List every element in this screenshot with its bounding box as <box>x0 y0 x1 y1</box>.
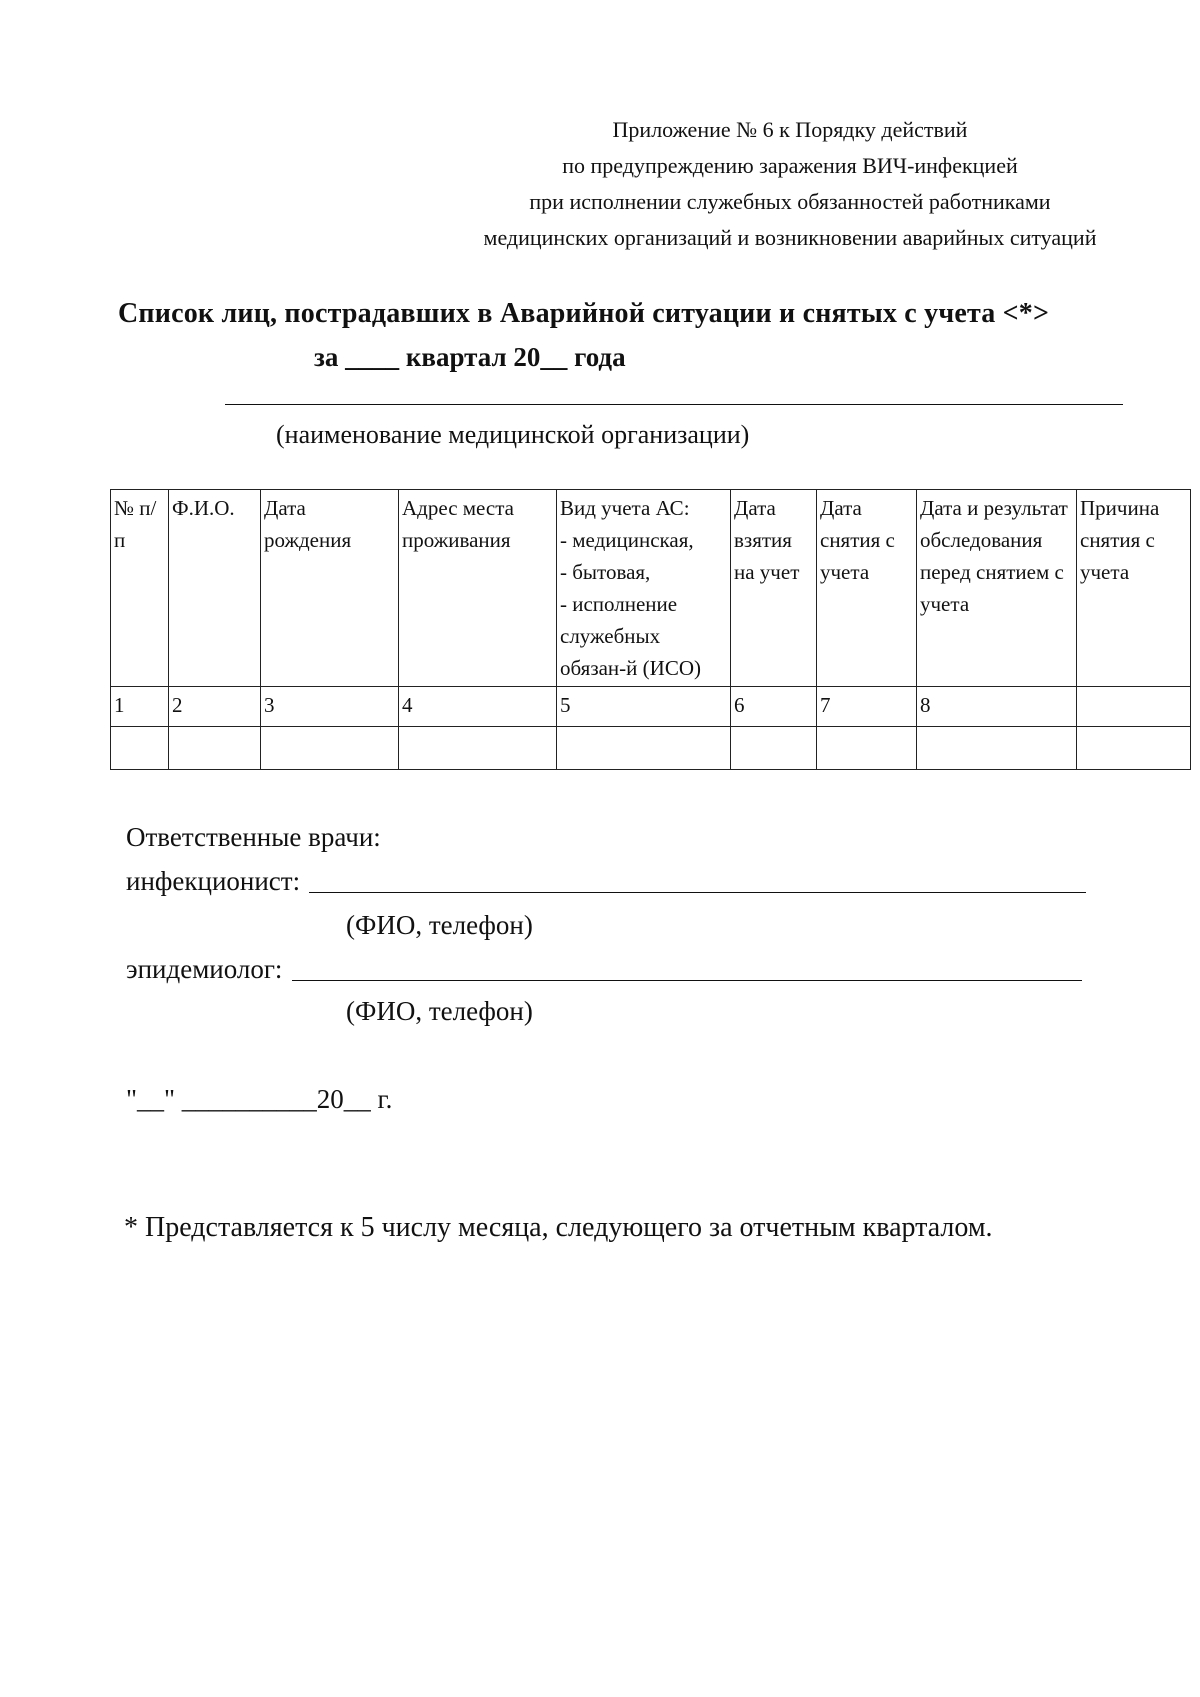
number-cell: 4 <box>399 687 557 727</box>
victims-table <box>110 489 1191 770</box>
number-cell: 3 <box>261 687 399 727</box>
epidemiologist-signature-line[interactable] <box>292 980 1082 981</box>
appendix-line-2: по предупреждению заражения ВИЧ-инфекцией <box>562 153 1018 178</box>
empty-cell[interactable] <box>399 727 557 770</box>
appendix-line-4: медицинских организаций и возникновении аварийных ситуаций <box>483 225 1097 250</box>
organization-name-line <box>225 404 1123 405</box>
document-title: Список лиц, пострадавших в Аварийной ситуации и снятых с учета <*> <box>118 298 1050 329</box>
table-empty-row <box>111 727 1191 770</box>
footnote: * Представляется к 5 числу месяца, следующего за отчетным кварталом. <box>124 1212 993 1243</box>
appendix-line-1: Приложение № 6 к Порядку действий <box>612 117 968 142</box>
empty-cell[interactable] <box>111 727 169 770</box>
number-cell: 8 <box>917 687 1077 727</box>
appendix-line-3: при исполнении служебных обязанностей работниками <box>529 189 1051 214</box>
appendix-reference <box>440 112 1140 256</box>
number-cell <box>1077 687 1191 727</box>
number-cell: 6 <box>731 687 817 727</box>
table-header-row <box>111 490 1191 687</box>
date-line: "__" __________20__ г. <box>126 1084 393 1114</box>
empty-cell[interactable] <box>261 727 399 770</box>
number-cell: 7 <box>817 687 917 727</box>
infectionist-caption: (ФИО, телефон) <box>346 910 533 940</box>
empty-cell[interactable] <box>1077 727 1191 770</box>
organization-caption: (наименование медицинской организации) <box>276 420 750 449</box>
header-cell: Вид учета АС: - медицинская, - бытовая, - исполнение служебных обязан-й (ИСО) <box>557 490 731 687</box>
empty-cell[interactable] <box>731 727 817 770</box>
header-cell: Ф.И.О. <box>169 490 261 687</box>
empty-cell[interactable] <box>557 727 731 770</box>
header-cell: Дата взятия на учет <box>731 490 817 687</box>
table-number-row <box>111 687 1191 727</box>
empty-cell[interactable] <box>169 727 261 770</box>
epidemiologist-label: эпидемиолог: <box>126 954 283 984</box>
header-cell: № п/п <box>111 490 169 687</box>
number-cell: 5 <box>557 687 731 727</box>
header-cell: Дата снятия с учета <box>817 490 917 687</box>
empty-cell[interactable] <box>817 727 917 770</box>
empty-cell[interactable] <box>917 727 1077 770</box>
responsible-doctors-heading: Ответственные врачи: <box>126 822 381 852</box>
document-subtitle: за ____ квартал 20__ года <box>314 342 626 372</box>
header-cell: Адрес места проживания <box>399 490 557 687</box>
infectionist-label: инфекционист: <box>126 866 301 896</box>
number-cell: 1 <box>111 687 169 727</box>
header-cell: Дата и результат обследования перед снятием с учета <box>917 490 1077 687</box>
header-cell: Дата рождения <box>261 490 399 687</box>
epidemiologist-caption: (ФИО, телефон) <box>346 996 533 1026</box>
infectionist-signature-line[interactable] <box>309 892 1086 893</box>
number-cell: 2 <box>169 687 261 727</box>
header-cell: Причина снятия с учета <box>1077 490 1191 687</box>
